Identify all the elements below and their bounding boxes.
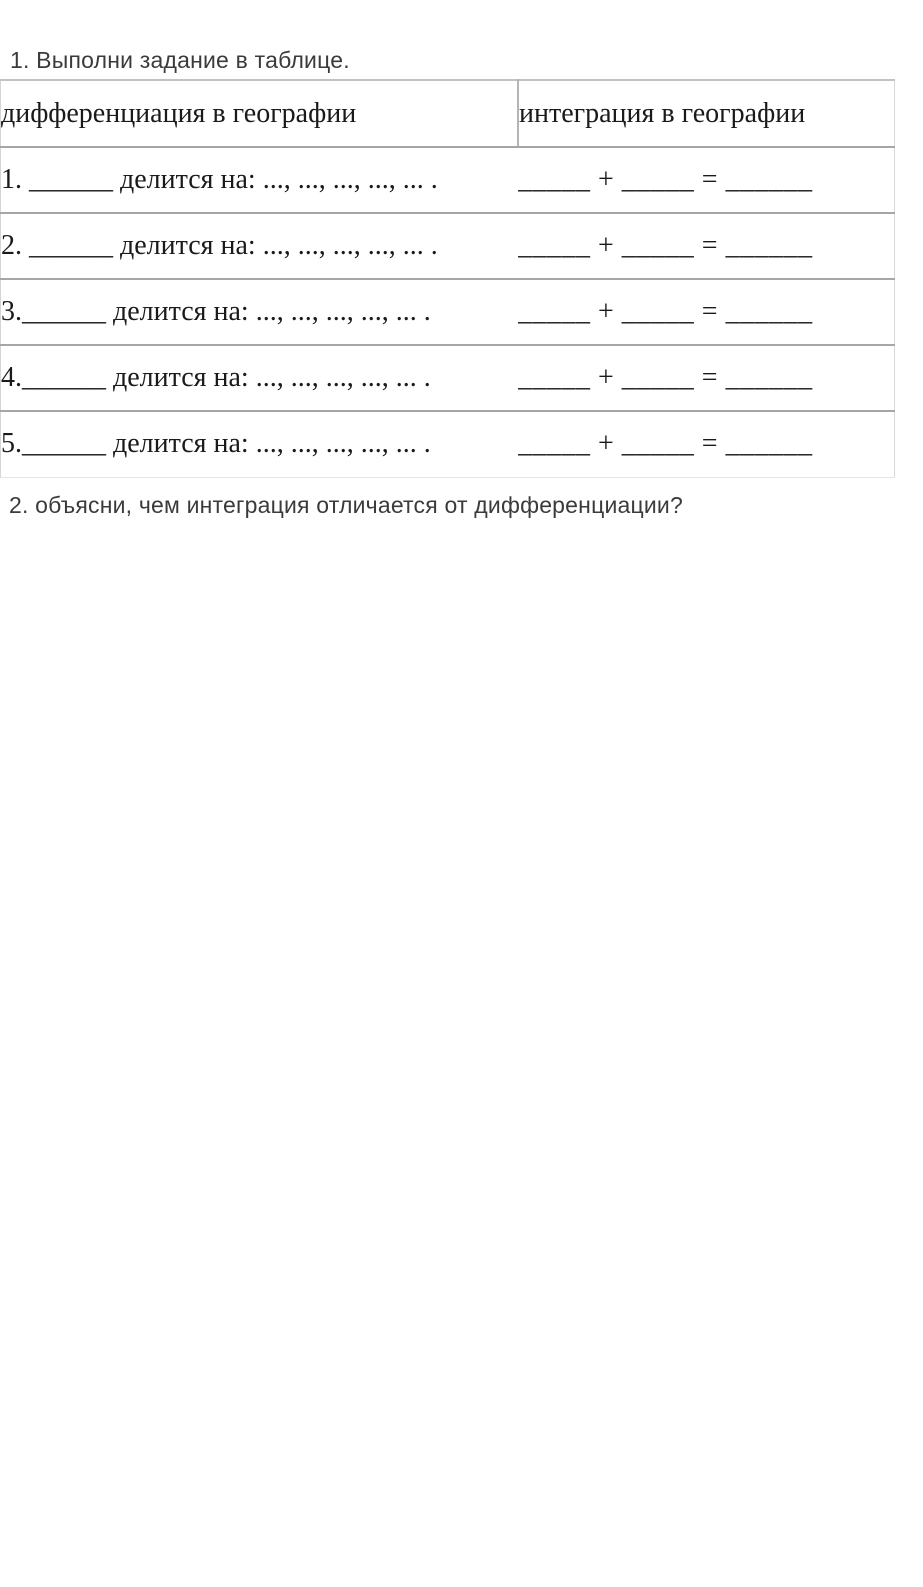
sum-blank-cell-3: _____ + _____ = ______ <box>518 279 895 345</box>
table-row <box>1 213 895 279</box>
table-row <box>1 147 895 213</box>
division-blank-cell-4: 4.______ делится на: ..., ..., ..., ..., ... . <box>1 345 519 411</box>
task2-instruction: 2. объясни, чем интеграция отличается от дифференциации? <box>9 491 683 518</box>
task1-instruction: 1. Выполни задание в таблице. <box>10 47 350 73</box>
table-header-row <box>1 80 895 147</box>
division-blank-cell-2: 2. ______ делится на: ..., ..., ..., ..., ... . <box>1 213 519 279</box>
header-integration: интеграция в географии <box>518 80 895 147</box>
sum-blank-cell-5: _____ + _____ = ______ <box>518 428 813 460</box>
header-differentiation: дифференциация в географии <box>1 80 519 147</box>
worksheet-table <box>0 79 895 478</box>
table-row <box>1 411 895 477</box>
division-blank-cell-3: 3.______ делится на: ..., ..., ..., ..., ... . <box>1 279 519 345</box>
division-blank-cell-1: 1. ______ делится на: ..., ..., ..., ..., ... . <box>1 147 519 213</box>
sum-blank-cell-4: _____ + _____ = ______ <box>518 345 895 411</box>
division-blank-cell-5: 5.______ делится на: ..., ..., ..., ..., ... . <box>1 428 431 460</box>
table-row <box>1 279 895 345</box>
sum-blank-cell-2: _____ + _____ = ______ <box>518 213 895 279</box>
sum-blank-cell-1: _____ + _____ = ______ <box>518 147 895 213</box>
table-row <box>1 345 895 411</box>
